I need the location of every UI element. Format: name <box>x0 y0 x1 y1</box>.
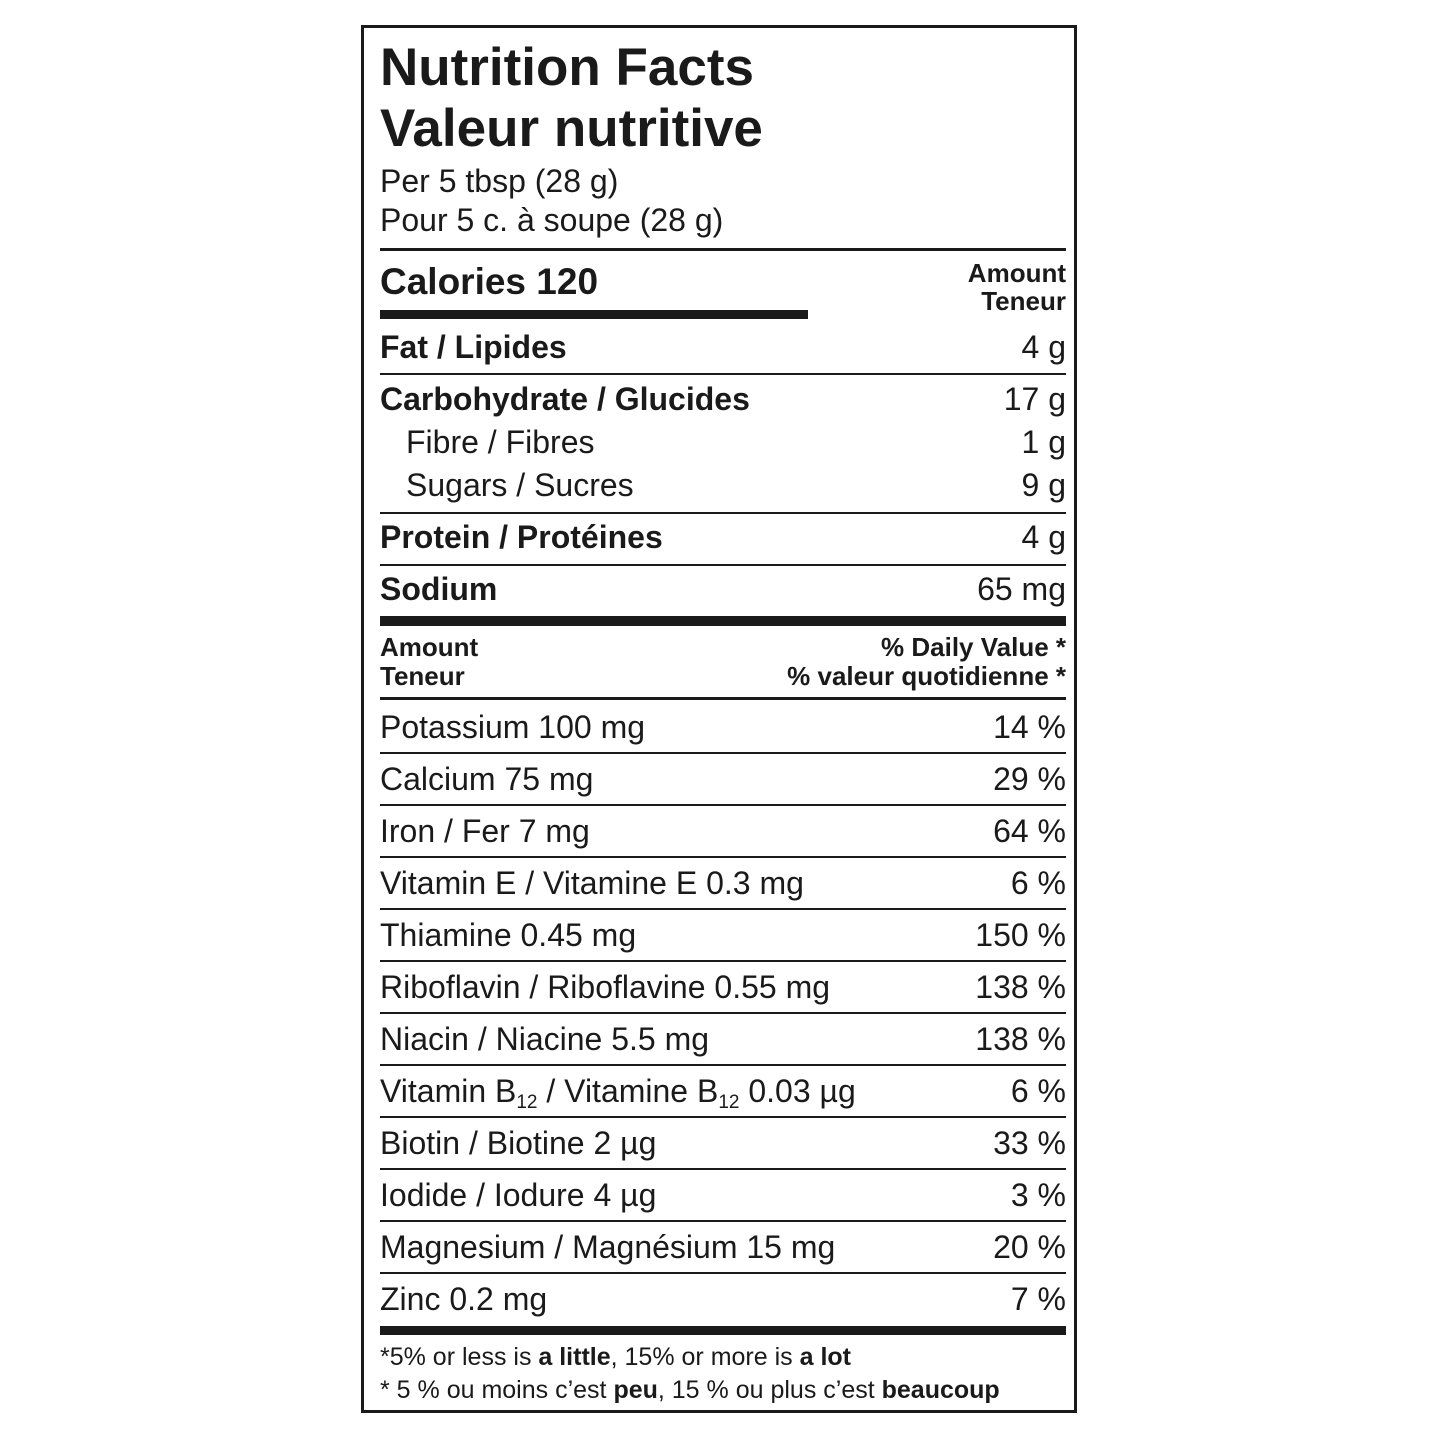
footnote-emphasis: beaucoup <box>881 1376 1000 1404</box>
daily-value-percent: 33 % <box>993 1125 1066 1161</box>
serving-size-english: Per 5 tbsp (28 g) <box>380 163 619 199</box>
daily-value-percent: 6 % <box>1010 1073 1066 1109</box>
nutrient-name: Carbohydrate / Glucides <box>380 381 750 417</box>
nutrient-name: Iron / Fer 7 mg <box>380 813 590 849</box>
thick-divider <box>380 616 1066 626</box>
nutrient-amount: 4 g <box>1021 519 1066 555</box>
nutrient-name: Sodium <box>380 571 498 607</box>
dv-amount-header-english: Amount <box>380 632 479 662</box>
nutrient-name: Fat / Lipides <box>380 329 567 365</box>
nutrient-name: Protein / Protéines <box>380 519 663 555</box>
daily-value-percent: 150 % <box>975 917 1066 953</box>
footnote-text: , 15 % ou plus c’est <box>657 1376 882 1404</box>
micronutrient-row-riboflavin <box>380 962 1066 1012</box>
dv-amount-header-french: Teneur <box>380 661 465 691</box>
nutrient-row-protein <box>380 512 1066 562</box>
micronutrient-row-niacin <box>380 1014 1066 1064</box>
micronutrient-row-potassium <box>380 702 1066 752</box>
name-part: Vitamin B <box>380 1073 517 1109</box>
footnote-text: , 15% or more is <box>610 1343 800 1371</box>
title-english: Nutrition Facts <box>380 38 754 97</box>
daily-value-header-english: % Daily Value * <box>881 632 1066 662</box>
nutrient-name: Riboflavin / Riboflavine 0.55 mg <box>380 969 831 1005</box>
micronutrient-row-iodide <box>380 1170 1066 1220</box>
nutrition-facts-label <box>361 25 1077 1413</box>
daily-value-header-french: % valeur quotidienne * <box>787 661 1066 691</box>
micronutrient-row-vitamin-b12 <box>380 1066 1066 1116</box>
daily-value-percent: 6 % <box>1010 865 1066 901</box>
daily-value-percent: 138 % <box>975 1021 1066 1057</box>
footnote-french <box>380 1374 1000 1407</box>
nutrient-amount: 65 mg <box>977 571 1066 607</box>
subscript: 12 <box>718 1092 740 1113</box>
footnote-english <box>380 1341 851 1374</box>
thick-divider <box>380 1326 1066 1335</box>
daily-value-percent: 3 % <box>1010 1177 1066 1213</box>
micronutrient-row-magnesium <box>380 1222 1066 1272</box>
name-part: 0.03 µg <box>739 1073 856 1109</box>
micronutrient-row-vitamin-e <box>380 858 1066 908</box>
calories-thick-rule <box>380 310 808 319</box>
footnote-text: * 5 % ou moins c’est <box>380 1376 614 1404</box>
nutrient-row-fat <box>380 322 1066 372</box>
nutrient-amount: 17 g <box>1003 381 1066 417</box>
footnote-emphasis: a lot <box>799 1343 851 1371</box>
nutrient-name: Vitamin E / Vitamine E 0.3 mg <box>380 865 804 901</box>
nutrient-name: Fibre / Fibres <box>406 424 595 460</box>
daily-value-percent: 64 % <box>993 813 1066 849</box>
amount-header-french: Teneur <box>981 286 1066 316</box>
serving-size-french: Pour 5 c. à soupe (28 g) <box>380 202 724 238</box>
micronutrient-row-zinc <box>380 1274 1066 1324</box>
nutrient-name: Thiamine 0.45 mg <box>380 917 637 953</box>
micronutrient-row-biotin <box>380 1118 1066 1168</box>
nutrient-name: Iodide / Iodure 4 µg <box>380 1177 657 1213</box>
micronutrient-row-iron <box>380 806 1066 856</box>
divider <box>380 248 1066 251</box>
nutrient-name: Niacin / Niacine 5.5 mg <box>380 1021 710 1057</box>
title-french: Valeur nutritive <box>380 99 763 158</box>
nutrient-name: Zinc 0.2 mg <box>380 1281 548 1317</box>
nutrient-row-sodium <box>380 564 1066 614</box>
divider <box>380 697 1066 700</box>
nutrient-name: Magnesium / Magnésium 15 mg <box>380 1229 836 1265</box>
nutrient-name: Calcium 75 mg <box>380 761 594 797</box>
calories-label: Calories 120 <box>380 261 599 302</box>
nutrient-name <box>380 1066 856 1116</box>
micronutrient-row-thiamine <box>380 910 1066 960</box>
daily-value-percent: 29 % <box>993 761 1066 797</box>
micronutrient-row-calcium <box>380 754 1066 804</box>
name-part: / Vitamine B <box>537 1073 719 1109</box>
footnote-emphasis: a little <box>538 1343 611 1371</box>
footnote-text: *5% or less is <box>380 1343 539 1371</box>
nutrient-name: Biotin / Biotine 2 µg <box>380 1125 657 1161</box>
nutrient-name: Sugars / Sucres <box>406 467 634 503</box>
daily-value-percent: 7 % <box>1010 1281 1066 1317</box>
amount-header-english: Amount <box>967 258 1066 288</box>
nutrient-amount: 4 g <box>1021 329 1066 365</box>
subscript: 12 <box>516 1092 538 1113</box>
nutrient-name: Potassium 100 mg <box>380 709 646 745</box>
daily-value-percent: 14 % <box>993 709 1066 745</box>
footnote-emphasis: peu <box>613 1376 658 1404</box>
nutrient-amount: 1 g <box>1021 424 1066 460</box>
daily-value-percent: 20 % <box>993 1229 1066 1265</box>
nutrient-amount: 9 g <box>1021 467 1066 503</box>
nutrient-row-sugars <box>380 460 1066 510</box>
daily-value-percent: 138 % <box>975 969 1066 1005</box>
